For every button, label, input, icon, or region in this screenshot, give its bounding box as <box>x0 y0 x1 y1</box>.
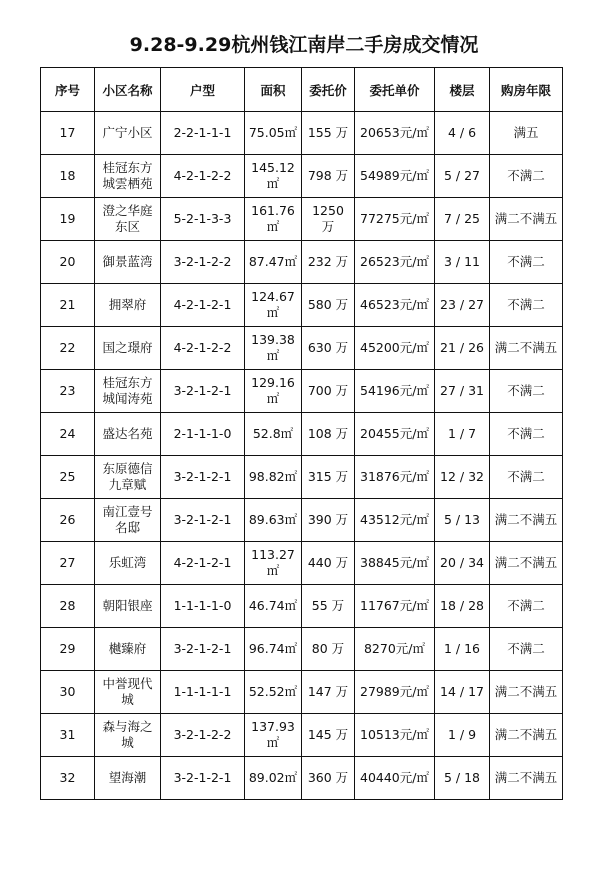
cell-community: 桂冠东方城闻涛苑 <box>95 370 161 413</box>
cell-unit-price: 38845元/㎡ <box>355 542 435 585</box>
cell-layout: 3-2-1-2-1 <box>161 757 245 800</box>
cell-index: 18 <box>41 155 95 198</box>
cell-layout: 3-2-1-2-1 <box>161 456 245 499</box>
cell-index: 25 <box>41 456 95 499</box>
table-row <box>41 112 563 155</box>
cell-ownership-years: 不满二 <box>490 413 563 456</box>
cell-community: 广宁小区 <box>95 112 161 155</box>
table-row <box>41 155 563 198</box>
cell-asking-price: 145 万 <box>302 714 355 757</box>
cell-asking-price: 108 万 <box>302 413 355 456</box>
cell-unit-price: 54989元/㎡ <box>355 155 435 198</box>
cell-community: 东原德信九章赋 <box>95 456 161 499</box>
cell-index: 20 <box>41 241 95 284</box>
cell-unit-price: 54196元/㎡ <box>355 370 435 413</box>
table-header-row <box>41 68 563 112</box>
cell-area: 129.16㎡ <box>245 370 302 413</box>
table-row <box>41 757 563 800</box>
cell-floor: 5 / 13 <box>435 499 490 542</box>
cell-area: 113.27㎡ <box>245 542 302 585</box>
cell-area: 52.8㎡ <box>245 413 302 456</box>
cell-area: 96.74㎡ <box>245 628 302 671</box>
table-row <box>41 370 563 413</box>
cell-asking-price: 80 万 <box>302 628 355 671</box>
cell-area: 46.74㎡ <box>245 585 302 628</box>
cell-layout: 4-2-1-2-1 <box>161 542 245 585</box>
header-asking-price: 委托价 <box>302 68 355 112</box>
cell-floor: 23 / 27 <box>435 284 490 327</box>
cell-unit-price: 45200元/㎡ <box>355 327 435 370</box>
table-row <box>41 413 563 456</box>
cell-area: 139.38㎡ <box>245 327 302 370</box>
cell-community: 国之璟府 <box>95 327 161 370</box>
cell-area: 98.82㎡ <box>245 456 302 499</box>
cell-layout: 3-2-1-2-1 <box>161 370 245 413</box>
cell-area: 137.93㎡ <box>245 714 302 757</box>
cell-community: 乐虹湾 <box>95 542 161 585</box>
cell-asking-price: 315 万 <box>302 456 355 499</box>
cell-floor: 5 / 27 <box>435 155 490 198</box>
cell-community: 樾臻府 <box>95 628 161 671</box>
table-row <box>41 456 563 499</box>
cell-ownership-years: 满二不满五 <box>490 327 563 370</box>
cell-asking-price: 798 万 <box>302 155 355 198</box>
cell-ownership-years: 满二不满五 <box>490 671 563 714</box>
cell-asking-price: 440 万 <box>302 542 355 585</box>
cell-asking-price: 580 万 <box>302 284 355 327</box>
cell-asking-price: 630 万 <box>302 327 355 370</box>
cell-floor: 4 / 6 <box>435 112 490 155</box>
cell-ownership-years: 满二不满五 <box>490 757 563 800</box>
cell-community: 桂冠东方城雲栖苑 <box>95 155 161 198</box>
cell-ownership-years: 不满二 <box>490 456 563 499</box>
cell-ownership-years: 满二不满五 <box>490 714 563 757</box>
cell-floor: 3 / 11 <box>435 241 490 284</box>
cell-area: 52.52㎡ <box>245 671 302 714</box>
cell-unit-price: 27989元/㎡ <box>355 671 435 714</box>
cell-asking-price: 700 万 <box>302 370 355 413</box>
table-row <box>41 542 563 585</box>
table-row <box>41 628 563 671</box>
cell-community: 南江壹号名邸 <box>95 499 161 542</box>
header-floor: 楼层 <box>435 68 490 112</box>
cell-floor: 18 / 28 <box>435 585 490 628</box>
cell-unit-price: 31876元/㎡ <box>355 456 435 499</box>
page-title: 9.28-9.29杭州钱江南岸二手房成交情况 <box>129 34 479 56</box>
cell-layout: 5-2-1-3-3 <box>161 198 245 241</box>
cell-area: 145.12㎡ <box>245 155 302 198</box>
cell-ownership-years: 不满二 <box>490 585 563 628</box>
table-body <box>41 112 563 800</box>
cell-community: 中誉现代城 <box>95 671 161 714</box>
header-ownership-years: 购房年限 <box>490 68 563 112</box>
table-row <box>41 284 563 327</box>
cell-unit-price: 77275元/㎡ <box>355 198 435 241</box>
table-row <box>41 499 563 542</box>
cell-index: 32 <box>41 757 95 800</box>
cell-layout: 3-2-1-2-2 <box>161 241 245 284</box>
cell-ownership-years: 不满二 <box>490 155 563 198</box>
cell-unit-price: 43512元/㎡ <box>355 499 435 542</box>
header-layout: 户型 <box>161 68 245 112</box>
cell-ownership-years: 满二不满五 <box>490 198 563 241</box>
cell-unit-price: 46523元/㎡ <box>355 284 435 327</box>
cell-community: 盛达名苑 <box>95 413 161 456</box>
cell-index: 23 <box>41 370 95 413</box>
cell-community: 御景蓝湾 <box>95 241 161 284</box>
table-row <box>41 585 563 628</box>
cell-asking-price: 390 万 <box>302 499 355 542</box>
cell-floor: 5 / 18 <box>435 757 490 800</box>
cell-unit-price: 8270元/㎡ <box>355 628 435 671</box>
cell-ownership-years: 满五 <box>490 112 563 155</box>
cell-unit-price: 20653元/㎡ <box>355 112 435 155</box>
cell-ownership-years: 不满二 <box>490 628 563 671</box>
header-area: 面积 <box>245 68 302 112</box>
cell-index: 27 <box>41 542 95 585</box>
cell-community: 拥翠府 <box>95 284 161 327</box>
cell-asking-price: 360 万 <box>302 757 355 800</box>
cell-area: 89.63㎡ <box>245 499 302 542</box>
cell-index: 21 <box>41 284 95 327</box>
cell-ownership-years: 不满二 <box>490 284 563 327</box>
cell-floor: 12 / 32 <box>435 456 490 499</box>
header-community: 小区名称 <box>95 68 161 112</box>
cell-unit-price: 11767元/㎡ <box>355 585 435 628</box>
table-row <box>41 241 563 284</box>
cell-ownership-years: 不满二 <box>490 370 563 413</box>
cell-area: 87.47㎡ <box>245 241 302 284</box>
cell-unit-price: 20455元/㎡ <box>355 413 435 456</box>
cell-index: 26 <box>41 499 95 542</box>
cell-index: 24 <box>41 413 95 456</box>
cell-area: 75.05㎡ <box>245 112 302 155</box>
cell-layout: 1-1-1-1-1 <box>161 671 245 714</box>
cell-layout: 3-2-1-2-1 <box>161 628 245 671</box>
cell-index: 28 <box>41 585 95 628</box>
cell-asking-price: 155 万 <box>302 112 355 155</box>
table-row <box>41 198 563 241</box>
cell-area: 161.76㎡ <box>245 198 302 241</box>
table-row <box>41 671 563 714</box>
cell-asking-price: 232 万 <box>302 241 355 284</box>
cell-layout: 4-2-1-2-2 <box>161 327 245 370</box>
cell-floor: 21 / 26 <box>435 327 490 370</box>
cell-floor: 1 / 16 <box>435 628 490 671</box>
cell-index: 22 <box>41 327 95 370</box>
cell-unit-price: 26523元/㎡ <box>355 241 435 284</box>
cell-area: 124.67㎡ <box>245 284 302 327</box>
cell-ownership-years: 满二不满五 <box>490 499 563 542</box>
cell-floor: 20 / 34 <box>435 542 490 585</box>
cell-index: 29 <box>41 628 95 671</box>
cell-layout: 3-2-1-2-1 <box>161 499 245 542</box>
cell-floor: 1 / 9 <box>435 714 490 757</box>
cell-floor: 7 / 25 <box>435 198 490 241</box>
cell-community: 森与海之城 <box>95 714 161 757</box>
cell-layout: 4-2-1-2-2 <box>161 155 245 198</box>
cell-asking-price: 55 万 <box>302 585 355 628</box>
cell-unit-price: 40440元/㎡ <box>355 757 435 800</box>
cell-layout: 2-2-1-1-1 <box>161 112 245 155</box>
cell-asking-price: 1250 万 <box>302 198 355 241</box>
cell-index: 30 <box>41 671 95 714</box>
cell-layout: 2-1-1-1-0 <box>161 413 245 456</box>
cell-ownership-years: 不满二 <box>490 241 563 284</box>
cell-floor: 27 / 31 <box>435 370 490 413</box>
cell-floor: 14 / 17 <box>435 671 490 714</box>
cell-layout: 3-2-1-2-2 <box>161 714 245 757</box>
cell-area: 89.02㎡ <box>245 757 302 800</box>
cell-ownership-years: 满二不满五 <box>490 542 563 585</box>
cell-community: 澄之华庭东区 <box>95 198 161 241</box>
transactions-table <box>40 67 563 800</box>
cell-asking-price: 147 万 <box>302 671 355 714</box>
cell-community: 望海潮 <box>95 757 161 800</box>
cell-layout: 4-2-1-2-1 <box>161 284 245 327</box>
table-row <box>41 714 563 757</box>
cell-index: 17 <box>41 112 95 155</box>
header-unit-price: 委托单价 <box>355 68 435 112</box>
cell-community: 朝阳银座 <box>95 585 161 628</box>
cell-index: 31 <box>41 714 95 757</box>
cell-floor: 1 / 7 <box>435 413 490 456</box>
header-index: 序号 <box>41 68 95 112</box>
table-row <box>41 327 563 370</box>
cell-index: 19 <box>41 198 95 241</box>
cell-unit-price: 10513元/㎡ <box>355 714 435 757</box>
cell-layout: 1-1-1-1-0 <box>161 585 245 628</box>
